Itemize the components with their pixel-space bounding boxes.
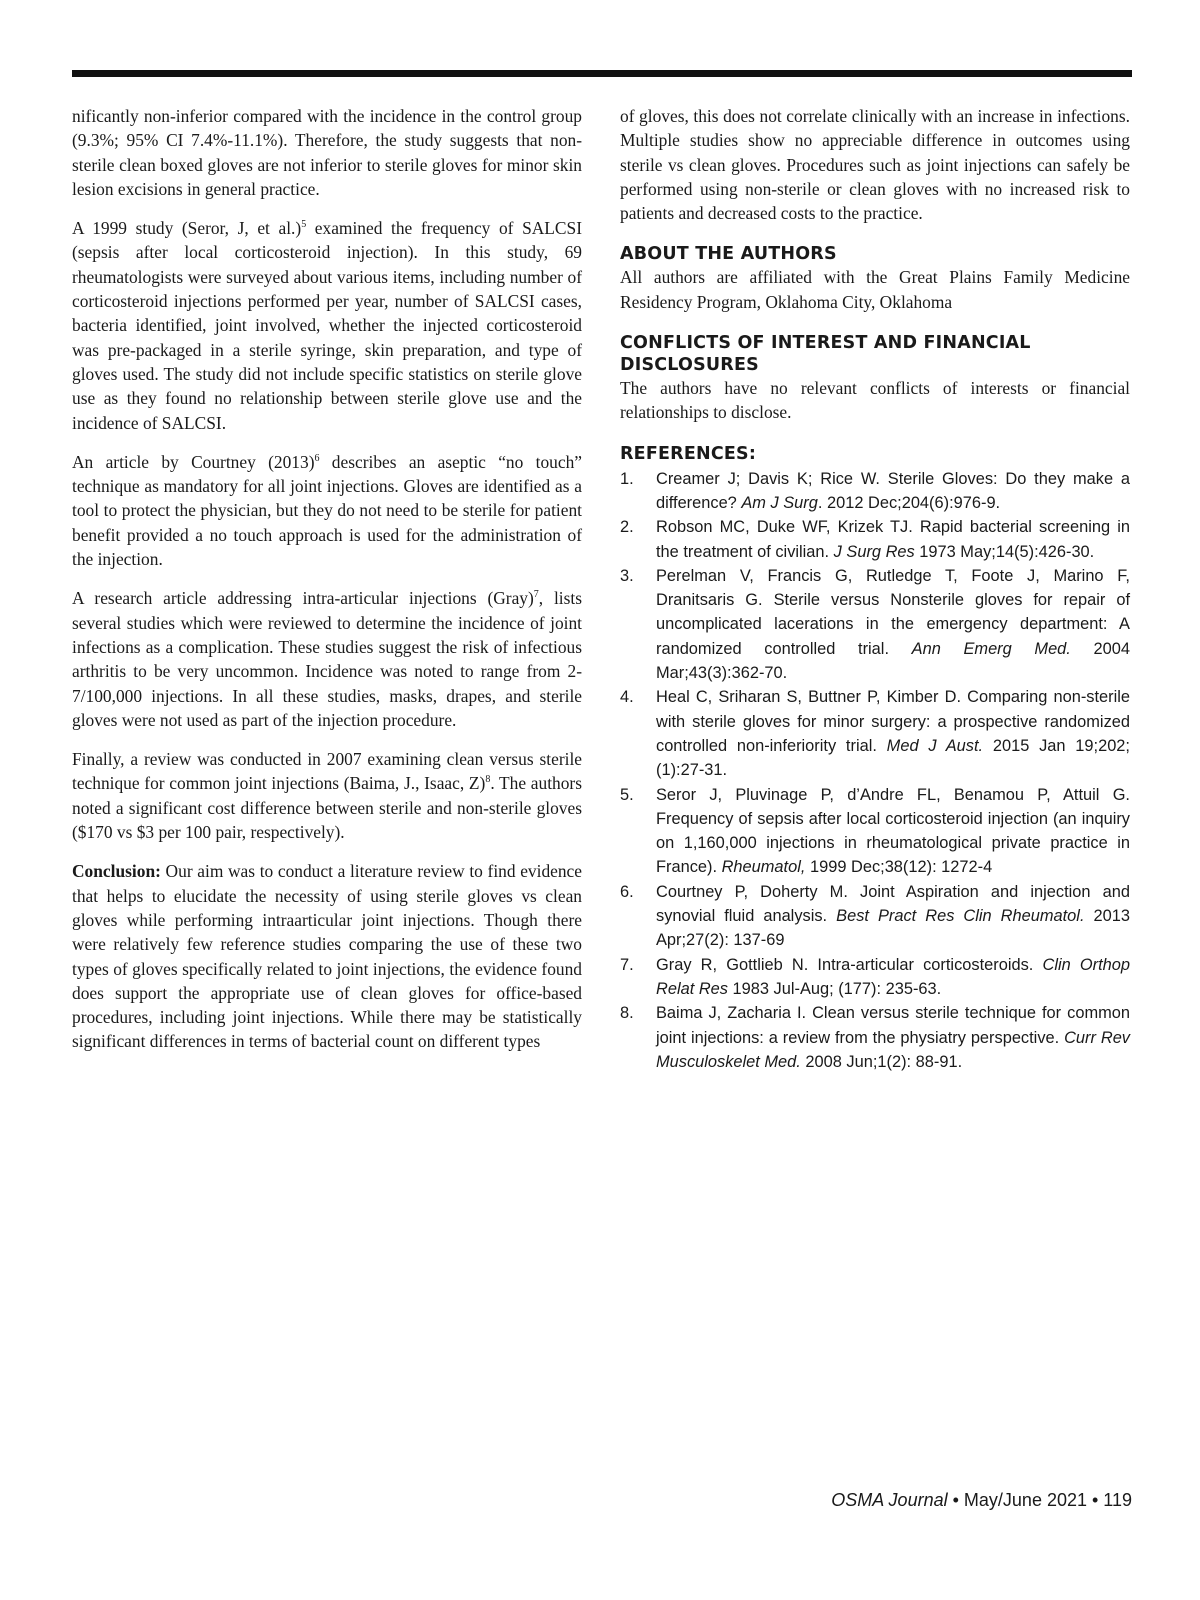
- reference-text: Creamer J; Davis K; Rice W. Sterile Gloves: Do they make a difference?: [656, 469, 1130, 512]
- reference-journal: Curr Rev Musculoskelet Med.: [656, 1028, 1131, 1071]
- reference-item: [620, 880, 1130, 953]
- about-authors-heading: ABOUT THE AUTHORS: [620, 244, 837, 265]
- reference-journal: Am J Surg: [741, 493, 818, 512]
- body-paragraph-4: [72, 586, 582, 732]
- footer-journal-name: OSMA Journal: [831, 1490, 948, 1510]
- citation-superscript: 5: [301, 219, 307, 231]
- paragraph-text: A research article addressing intra-articular injections (Gray): [72, 588, 534, 609]
- reference-journal: Clin Orthop Relat Res: [656, 955, 1130, 998]
- body-paragraph-5: [72, 747, 582, 844]
- reference-number: 1.: [620, 469, 634, 488]
- paragraph-text: Finally, a review was conducted in 2007 examining clean versus sterile technique for common joint injections (Baima, J., Isaac, Z): [72, 749, 582, 794]
- page-footer: [831, 1490, 1132, 1511]
- reference-item: [620, 685, 1130, 782]
- reference-citation: 2015 Jan 19;202;(1):27-31.: [656, 736, 1130, 780]
- reference-text: Perelman V, Francis G, Rutledge T, Foote J, Marino F, Dranitsaris G. Sterile versus Nonsterile gloves for repair of uncomplicated lacerations in the emergency department: A randomized controlled trial.: [656, 566, 1130, 658]
- references-heading: REFERENCES:: [620, 443, 757, 464]
- reference-text: Gray R, Gottlieb N. Intra-articular corticosteroids.: [656, 955, 1043, 974]
- reference-item: [620, 467, 1130, 516]
- reference-citation: 1973 May;14(5):426-30.: [914, 542, 1095, 561]
- reference-number: 8.: [620, 1004, 634, 1023]
- reference-citation: 1999 Dec;38(12): 1272-4: [805, 858, 993, 877]
- body-paragraph-1: [72, 104, 582, 201]
- reference-journal: J Surg Res: [833, 542, 915, 561]
- citation-superscript: 6: [314, 453, 320, 465]
- reference-item: [620, 515, 1130, 564]
- reference-citation: 1983 Jul-Aug; (177): 235-63.: [727, 979, 942, 998]
- continuation-paragraph: of gloves, this does not correlate clinically with an increase in infections. Multiple studies show no appreciable difference in outcomes using sterile vs clean gloves. Procedures such as joint injections can safely be performed using non-sterile or clean gloves with no increased risk to patients and decreased costs to the practice.: [620, 106, 1130, 224]
- conflicts-heading-line-2: DISCLOSURES: [620, 355, 759, 376]
- paragraph-text: , lists several studies which were reviewed to determine the incidence of joint infections as a complication. These studies suggest the risk of infectious arthritis to be very uncommon. Incidence was noted to range from 2-7/100,000 injections. In all these studies, masks, drapes, and sterile gloves were not used as part of the injection procedure.: [72, 588, 582, 730]
- reference-journal: Best Pract Res Clin Rheumatol.: [836, 907, 1085, 926]
- reference-citation: 2008 Jun;1(2): 88-91.: [800, 1052, 963, 1071]
- reference-journal: Med J Aust.: [886, 736, 984, 755]
- paragraph-text: describes an aseptic “no touch” technique as mandatory for all joint injections. Gloves are identified as a tool to protect the physician, but they do not need to be sterile for patient benefit provided a no touch approach is used for the administration of the injection.: [72, 451, 582, 570]
- reference-text: Courtney P, Doherty M. Joint Aspiration and injection and synovial fluid analysis.: [656, 882, 1130, 926]
- reference-number: 6.: [620, 882, 634, 901]
- paragraph-text: . The authors noted a significant cost difference between sterile and non-sterile gloves ($170 vs $3 per 100 pair, respectively).: [72, 773, 582, 843]
- footer-issue-page: • May/June 2021 • 119: [947, 1490, 1132, 1510]
- paragraph-text: An article by Courtney (2013): [72, 451, 315, 472]
- reference-text: Baima J, Zacharia I. Clean versus sterile technique for common joint injections: a review from the physiatry perspective.: [656, 1004, 1130, 1047]
- about-authors-text: All authors are affiliated with the Great Plains Family Medicine Residency Program, Oklahoma City, Oklahoma: [620, 267, 1130, 312]
- conclusion-text: Our aim was to conduct a literature review to find evidence that helps to elucidate the necessity of using sterile gloves vs clean gloves while performing intraarticular joint injections. Though there were relatively few reference studies comparing the use of these two types of gloves specifically related to joint injections, the evidence found does support the appropriate use of clean gloves for office-based procedures, including joint injections. While there may be statistically significant differences in terms of bacterial count on different types: [72, 861, 582, 1052]
- reference-journal: Ann Emerg Med.: [911, 639, 1071, 658]
- reference-citation: . 2012 Dec;204(6):976-9.: [817, 493, 1001, 512]
- paragraph-text: examined the frequency of SALCSI (sepsis after local corticosteroid injection). In this study, 69 rheumatologists were surveyed about various items, including number of corticosteroid injections performed per year, number of SALCSI cases, bacteria identified, joint involved, whether the injected corticosteroid was pre-packaged in a sterile syringe, skin preparation, and type of gloves used. The study did not include specific statistics on sterile glove use as they found no relationship between sterile glove use and the incidence of SALCSI.: [72, 218, 582, 433]
- reference-number: 7.: [620, 955, 634, 974]
- conclusion-paragraph: [72, 859, 582, 1053]
- citation-superscript: 7: [533, 589, 539, 601]
- reference-number: 2.: [620, 518, 634, 537]
- conflicts-text: The authors have no relevant conflicts of interests or financial relationships to disclose.: [620, 378, 1130, 423]
- conclusion-label: Conclusion:: [72, 861, 161, 882]
- right-column: [620, 104, 1130, 1074]
- reference-number: 4.: [620, 688, 634, 707]
- reference-citation: 2004 Mar;43(3):362-70.: [656, 639, 1130, 683]
- paragraph-text: A 1999 study (Seror, J, et al.): [72, 218, 302, 239]
- reference-text: Heal C, Sriharan S, Buttner P, Kimber D. Comparing non-sterile with sterile gloves for minor surgery: a prospective randomized controlled non-inferiority trial.: [656, 688, 1130, 755]
- reference-text: Seror J, Pluvinage P, d’Andre FL, Benamou P, Attuil G. Frequency of sepsis after local corticosteroid injection (an inquiry on 1,160,000 injections in rheumatological private practice in France).: [656, 785, 1130, 877]
- conflicts-heading: [620, 332, 1130, 376]
- reference-text: Robson MC, Duke WF, Krizek TJ. Rapid bacterial screening in the treatment of civilian.: [656, 518, 1130, 561]
- reference-number: 3.: [620, 566, 634, 585]
- reference-number: 5.: [620, 785, 634, 804]
- reference-item: [620, 783, 1130, 880]
- body-paragraph-3: [72, 450, 582, 571]
- reference-citation: 2013 Apr;27(2): 137-69: [656, 907, 1130, 950]
- reference-item: [620, 953, 1130, 1002]
- top-rule: [72, 70, 1132, 77]
- reference-journal: Rheumatol,: [721, 858, 806, 877]
- citation-superscript: 8: [485, 774, 491, 786]
- reference-item: [620, 564, 1130, 685]
- conflicts-heading-line-1: CONFLICTS OF INTEREST AND FINANCIAL: [620, 333, 1031, 354]
- reference-item: [620, 1001, 1130, 1074]
- left-column: [72, 104, 582, 1069]
- references-list: [620, 467, 1130, 1074]
- paragraph-text: nificantly non-inferior compared with the incidence in the control group (9.3%; 95% CI 7.4%-11.1%). Therefore, the study suggests that non-sterile clean boxed gloves are not inferior to sterile gloves for minor skin lesion excisions in general practice.: [72, 106, 582, 199]
- body-paragraph-2: [72, 216, 582, 435]
